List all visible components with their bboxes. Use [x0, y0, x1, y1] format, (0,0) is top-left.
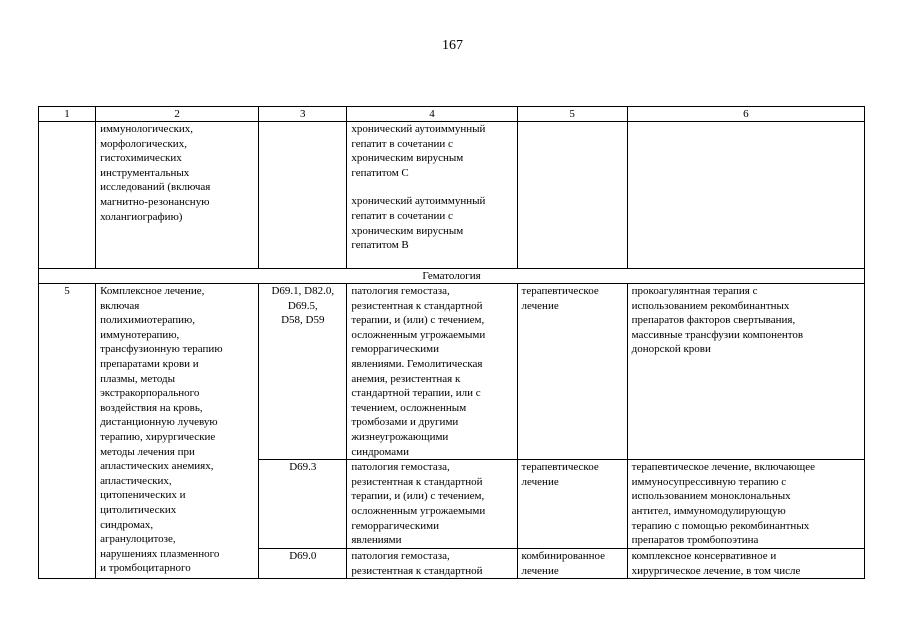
treatment-type-cell — [517, 549, 627, 579]
patient-model-cell — [347, 549, 517, 579]
treatment-method-text: комплексное консервативное и хирургическое лечение, в том числе — [631, 550, 801, 577]
row-method-cell — [96, 284, 259, 579]
treatment-method-cell — [627, 460, 864, 549]
treatment-type-text: терапевтическое лечение — [521, 285, 599, 312]
continuation-model-text-a: хронический аутоиммунный гепатит в сочетании с хроническим вирусным гепатитом C — [351, 123, 486, 179]
header-cell-6: 6 — [627, 107, 864, 122]
codes-text: D69.3 — [289, 461, 317, 474]
treatment-method-text: прокоагулянтная терапия с использованием рекомбинантных препаратов факторов свертывания, массивные трансфузии компонентов донорской крови — [631, 285, 804, 356]
page-number: 167 — [442, 38, 463, 53]
treatment-method-cell — [627, 284, 864, 460]
treatment-method-text: терапевтическое лечение, включающее иммуносупрессивную терапию с использованием моноклональных антител, иммуномодулирующую терапию с помощью рекомбинантных препаратов тромбопоэтина — [631, 461, 815, 547]
continuation-method-cell — [96, 122, 259, 269]
table-row — [39, 284, 865, 460]
continuation-row — [39, 122, 865, 269]
continuation-codes-cell — [259, 122, 347, 269]
header-cell-3: 3 — [259, 107, 347, 122]
codes-text: D69.0 — [289, 550, 317, 563]
codes-cell — [259, 460, 347, 549]
patient-model-cell — [347, 284, 517, 460]
patient-model-text: патология гемостаза, резистентная к стандартной — [351, 550, 483, 577]
continuation-type-cell — [517, 122, 627, 269]
header-cell-2: 2 — [96, 107, 259, 122]
continuation-method-text: иммунологических, морфологических, гистохимических инструментальных исследований (включая магнитно-резонансную холангиографию) — [100, 123, 211, 223]
codes-text: D69.1, D82.0, D69.5, D58, D59 — [271, 285, 335, 327]
section-title: Гематология — [39, 269, 865, 284]
continuation-treatment-cell — [627, 122, 864, 269]
patient-model-cell — [347, 460, 517, 549]
treatment-type-text: комбинированное лечение — [521, 550, 606, 577]
continuation-model-cell — [347, 122, 517, 269]
header-cell-4: 4 — [347, 107, 517, 122]
treatment-type-text: терапевтическое лечение — [521, 461, 599, 488]
codes-cell — [259, 549, 347, 579]
patient-model-text: патология гемостаза, резистентная к стандартной терапии, и (или) с течением, осложненным угрожаемыми геморрагическими явлениями — [351, 461, 486, 547]
patient-model-text: патология гемостаза, резистентная к стандартной терапии, и (или) с течением, осложненным угрожаемыми геморрагическими явлениями. Гемолитическая анемия, резистентная к стандартной терапии, или с течением, осложненным тромбозами и другими жизнеугрожающими синдромами — [351, 285, 486, 458]
codes-cell — [259, 284, 347, 460]
continuation-num-cell — [39, 122, 96, 269]
continuation-model-text-b: хронический аутоиммунный гепатит в сочетании с хроническим вирусным гепатитом B — [351, 195, 486, 252]
table-header-row — [39, 107, 865, 122]
medical-care-table — [38, 106, 865, 579]
section-row — [39, 269, 865, 284]
row-method-text: Комплексное лечение, включая полихимиотерапию, иммунотерапию, трансфузионную терапию препаратами крови и плазмы, методы экстракорпорального воздействия на кровь, дистанционную лучевую терапию, хирургические методы лечения при апластических анемиях, апластических, цитопенических и цитолитических синдромах, агранулоцитозе, нарушениях плазменного и тромбоцитарного — [100, 285, 223, 575]
treatment-type-cell — [517, 460, 627, 549]
treatment-method-cell — [627, 549, 864, 579]
treatment-type-cell — [517, 284, 627, 460]
header-cell-5: 5 — [517, 107, 627, 122]
header-cell-1: 1 — [39, 107, 96, 122]
row-number-cell: 5 — [39, 284, 96, 579]
